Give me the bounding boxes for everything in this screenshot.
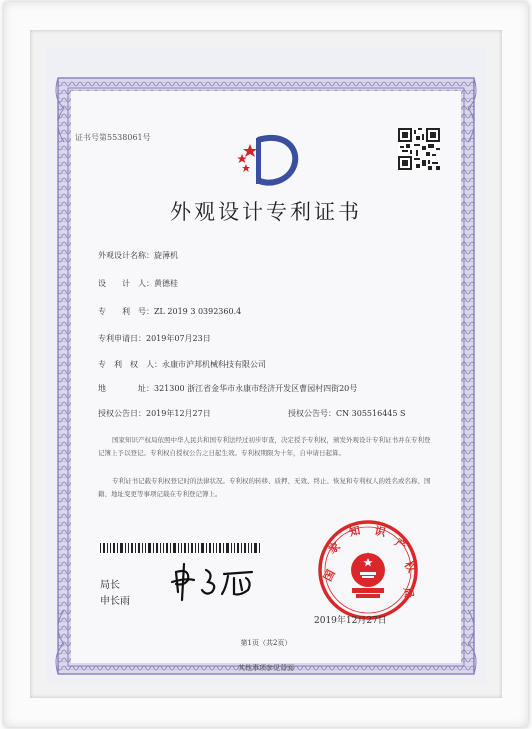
field-value: 2019年07月23日 bbox=[146, 334, 211, 343]
patentee-field bbox=[98, 359, 266, 370]
field-label: 授权公告号： bbox=[288, 409, 336, 418]
field-value: 黄德桂 bbox=[154, 279, 178, 288]
svg-text:家: 家 bbox=[326, 540, 343, 557]
designer-field bbox=[98, 278, 178, 289]
field-value: 旋薄机 bbox=[154, 251, 178, 260]
field-label: 专 利 号： bbox=[98, 307, 154, 316]
qr-code-icon bbox=[398, 128, 440, 170]
official-seal bbox=[316, 518, 420, 622]
patent-office-logo-icon bbox=[230, 126, 302, 192]
grant-date-field bbox=[98, 408, 211, 419]
certificate bbox=[46, 48, 486, 684]
svg-text:权: 权 bbox=[401, 559, 418, 575]
barcode-icon bbox=[100, 543, 260, 553]
address-field bbox=[98, 383, 357, 394]
svg-text:局: 局 bbox=[401, 586, 415, 600]
patent-number-field bbox=[98, 306, 241, 317]
application-date-field bbox=[98, 333, 211, 344]
signature-name: 申长雨 bbox=[100, 596, 130, 607]
svg-text:国: 国 bbox=[322, 568, 338, 584]
field-label: 专 利 权 人： bbox=[98, 360, 162, 369]
field-value: ZL 2019 3 0392360.4 bbox=[154, 307, 242, 316]
footer-note: 其他事项参见背面 bbox=[238, 664, 294, 672]
seal-date: 2019年12月27日 bbox=[314, 616, 387, 626]
design-name-field bbox=[98, 250, 178, 261]
handwritten-signature bbox=[168, 560, 268, 602]
field-value: 321300 浙江省金华市永康市经济开发区曹园村四街20号 bbox=[154, 384, 358, 393]
field-value: CN 305516445 S bbox=[336, 409, 406, 418]
grant-statement: 国家知识产权局依照中华人民共和国专利法经过初步审查，决定授予专利权，颁发外观设计专利证书并在专利登记簿上予以登记。专利权自授权公告之日起生效。专利权期限为十年，自申请日起算。 bbox=[98, 436, 431, 457]
field-label: 授权公告日： bbox=[98, 409, 146, 418]
svg-text:产: 产 bbox=[392, 536, 409, 553]
field-value: 2019年12月27日 bbox=[146, 409, 211, 418]
certificate-title: 外观设计专利证书 bbox=[170, 200, 362, 224]
field-value: 永康市沪邦机械科技有限公司 bbox=[162, 360, 266, 369]
certificate-number: 证书号第5538061号 bbox=[75, 133, 151, 142]
svg-text:识: 识 bbox=[373, 525, 387, 540]
grant-number-field bbox=[288, 408, 406, 419]
svg-text:知: 知 bbox=[348, 524, 362, 539]
signature-title: 局长 bbox=[100, 580, 120, 591]
field-label: 地 址： bbox=[98, 384, 154, 393]
field-label: 专利申请日： bbox=[98, 334, 146, 343]
field-label: 外观设计名称： bbox=[98, 251, 154, 260]
field-label: 设 计 人： bbox=[98, 279, 154, 288]
page-number: 第1页（共2页） bbox=[240, 639, 292, 647]
legal-status-statement: 专利证书记载专利权登记时的法律状况。专利权的转移、质押、无效、终止、恢复和专利权人的姓名或名称、国籍、地址变更等事项记载在专利登记簿上。 bbox=[98, 477, 431, 498]
